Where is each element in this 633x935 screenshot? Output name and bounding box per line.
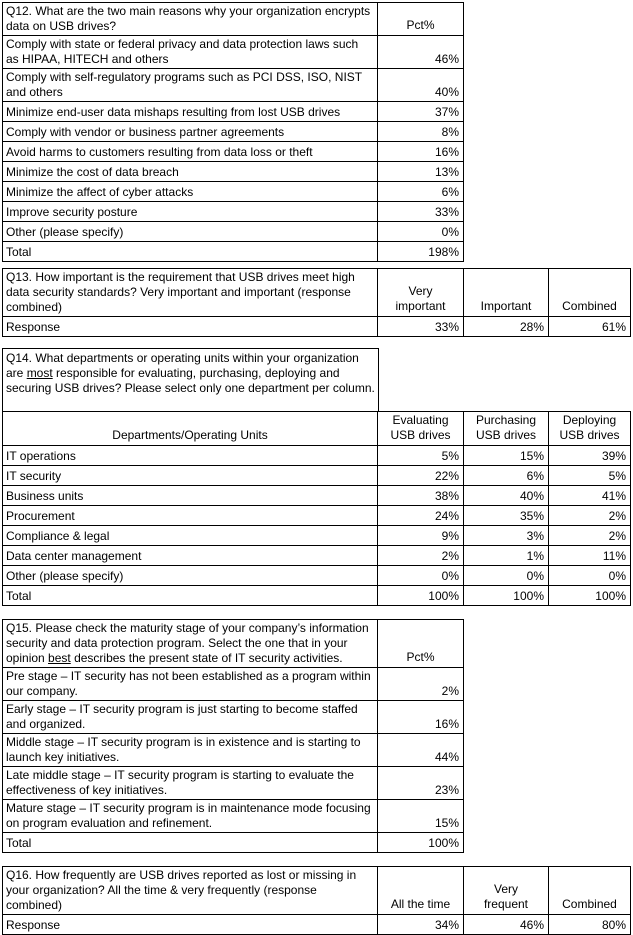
row-label: IT operations [3, 446, 378, 466]
row-value: 0% [549, 566, 631, 586]
row-label: Total [3, 833, 378, 853]
row-label: Response [3, 915, 378, 935]
row-label: Avoid harms to customers resulting from data loss or theft [3, 142, 378, 162]
row-label: Minimize end-user data mishaps resulting from lost USB drives [3, 102, 378, 122]
table-row [3, 36, 464, 69]
q15-question-text: Q15. Please check the maturity stage of your company’s information security and data protection program. Select the one that in your opinion [6, 621, 369, 665]
row-value: 15% [464, 446, 549, 466]
column-header: Combined [549, 269, 631, 317]
row-value: 41% [549, 486, 631, 506]
row-label: Other (please specify) [3, 222, 378, 242]
row-label: Comply with self-regulatory programs such as PCI DSS, ISO, NIST and others [3, 69, 378, 102]
row-label: Pre stage – IT security has not been established as a program within our company. [3, 668, 378, 701]
table-row [3, 162, 464, 182]
row-value: 61% [549, 317, 631, 337]
table-header-row [3, 620, 464, 668]
row-label: Total [3, 242, 378, 262]
table-row [3, 222, 464, 242]
row-value: 15% [378, 800, 464, 833]
row-value: 5% [549, 466, 631, 486]
table-row [3, 69, 464, 102]
row-value: 0% [464, 566, 549, 586]
row-value: 39% [549, 446, 631, 466]
row-label: Business units [3, 486, 378, 506]
column-header: Important [464, 269, 549, 317]
row-value: 11% [549, 546, 631, 566]
row-value: 6% [378, 182, 464, 202]
row-value: 80% [549, 915, 631, 935]
row-value: 33% [378, 202, 464, 222]
row-value: 46% [464, 915, 549, 935]
column-header: Purchasing USB drives [464, 412, 549, 446]
row-value: 100% [378, 586, 464, 606]
row-value: 0% [378, 566, 464, 586]
table-row [3, 446, 631, 466]
row-value: 9% [378, 526, 464, 546]
row-label: Minimize the cost of data breach [3, 162, 378, 182]
row-value: 8% [378, 122, 464, 142]
q12-pct-header: Pct% [378, 3, 464, 36]
q15-question-cell [3, 620, 378, 668]
column-header: All the time [378, 867, 464, 915]
column-header: Evaluating USB drives [378, 412, 464, 446]
row-label: Other (please specify) [3, 566, 378, 586]
underlined-word: best [48, 651, 71, 665]
row-value: 23% [378, 767, 464, 800]
table-row [3, 767, 464, 800]
row-value: 37% [378, 102, 464, 122]
row-label: Comply with vendor or business partner agreements [3, 122, 378, 142]
row-value: 6% [464, 466, 549, 486]
row-label: Response [3, 317, 378, 337]
table-row [3, 102, 464, 122]
row-value: 46% [378, 36, 464, 69]
row-value: 198% [378, 242, 464, 262]
table-row [3, 142, 464, 162]
q15-question-text: describes the present state of IT security activities. [70, 651, 343, 665]
row-label: Procurement [3, 506, 378, 526]
row-value: 5% [378, 446, 464, 466]
column-header: Very frequent [464, 867, 549, 915]
row-value: 44% [378, 734, 464, 767]
row-value: 16% [378, 142, 464, 162]
q16-table [2, 866, 631, 935]
table-row-total [3, 242, 464, 262]
row-label: Compliance & legal [3, 526, 378, 546]
row-value: 28% [464, 317, 549, 337]
table-row [3, 915, 631, 935]
table-row [3, 202, 464, 222]
row-value: 2% [549, 526, 631, 546]
q14-question-text: Q14. What departments or operating units within your organization are [6, 351, 359, 380]
q14-row-header: Departments/Operating Units [3, 412, 378, 446]
row-label: IT security [3, 466, 378, 486]
q12-table [2, 2, 464, 262]
row-value: 40% [378, 69, 464, 102]
table-header-row [3, 412, 631, 446]
row-value: 35% [464, 506, 549, 526]
column-header: Deploying USB drives [549, 412, 631, 446]
row-label: Early stage – IT security program is just starting to become staffed and organized. [3, 701, 378, 734]
table-row [3, 317, 631, 337]
row-value: 22% [378, 466, 464, 486]
q15-table [2, 619, 464, 853]
table-row [3, 122, 464, 142]
table-row-total [3, 586, 631, 606]
column-header: Combined [549, 867, 631, 915]
row-value: 0% [378, 222, 464, 242]
row-value: 2% [378, 668, 464, 701]
q14-table [2, 411, 631, 606]
table-header-row [3, 269, 631, 317]
table-row-total [3, 833, 464, 853]
row-value: 100% [549, 586, 631, 606]
table-header-row [3, 867, 631, 915]
row-label: Comply with state or federal privacy and data protection laws such as HIPAA, HITECH and others [3, 36, 378, 69]
row-value: 38% [378, 486, 464, 506]
table-row [3, 546, 631, 566]
row-value: 100% [378, 833, 464, 853]
row-value: 3% [464, 526, 549, 546]
row-label: Mature stage – IT security program is in maintenance mode focusing on program evaluation and refinement. [3, 800, 378, 833]
column-header: Very important [378, 269, 464, 317]
row-label: Middle stage – IT security program is in existence and is starting to launch key initiatives. [3, 734, 378, 767]
row-value: 2% [378, 546, 464, 566]
row-label: Minimize the affect of cyber attacks [3, 182, 378, 202]
row-value: 40% [464, 486, 549, 506]
q16-question-cell: Q16. How frequently are USB drives reported as lost or missing in your organization? All the time & very frequently (response combined) [3, 867, 378, 915]
row-value: 100% [464, 586, 549, 606]
table-row [3, 734, 464, 767]
row-label: Improve security posture [3, 202, 378, 222]
q13-table [2, 268, 631, 337]
row-label: Late middle stage – IT security program is starting to evaluate the effectiveness of key initiatives. [3, 767, 378, 800]
table-row [3, 506, 631, 526]
table-header-row [3, 3, 464, 36]
table-row [3, 466, 631, 486]
table-row [3, 566, 631, 586]
q14-question-box [2, 348, 379, 412]
table-row [3, 486, 631, 506]
row-value: 13% [378, 162, 464, 182]
row-value: 24% [378, 506, 464, 526]
row-value: 16% [378, 701, 464, 734]
underlined-word: most [26, 366, 53, 380]
row-label: Data center management [3, 546, 378, 566]
row-label: Total [3, 586, 378, 606]
table-row [3, 182, 464, 202]
table-row [3, 800, 464, 833]
table-row [3, 701, 464, 734]
table-row [3, 668, 464, 701]
q15-pct-header: Pct% [378, 620, 464, 668]
row-value: 1% [464, 546, 549, 566]
row-value: 33% [378, 317, 464, 337]
row-value: 2% [549, 506, 631, 526]
row-value: 34% [378, 915, 464, 935]
q12-question-cell: Q12. What are the two main reasons why your organization encrypts data on USB drives? [3, 3, 378, 36]
q14-question-text: responsible for evaluating, purchasing, deploying and securing USB drives? Please select only one department per column. [6, 366, 375, 395]
q13-question-cell: Q13. How important is the requirement that USB drives meet high data security standards? Very important and important (response combined) [3, 269, 378, 317]
table-row [3, 526, 631, 546]
